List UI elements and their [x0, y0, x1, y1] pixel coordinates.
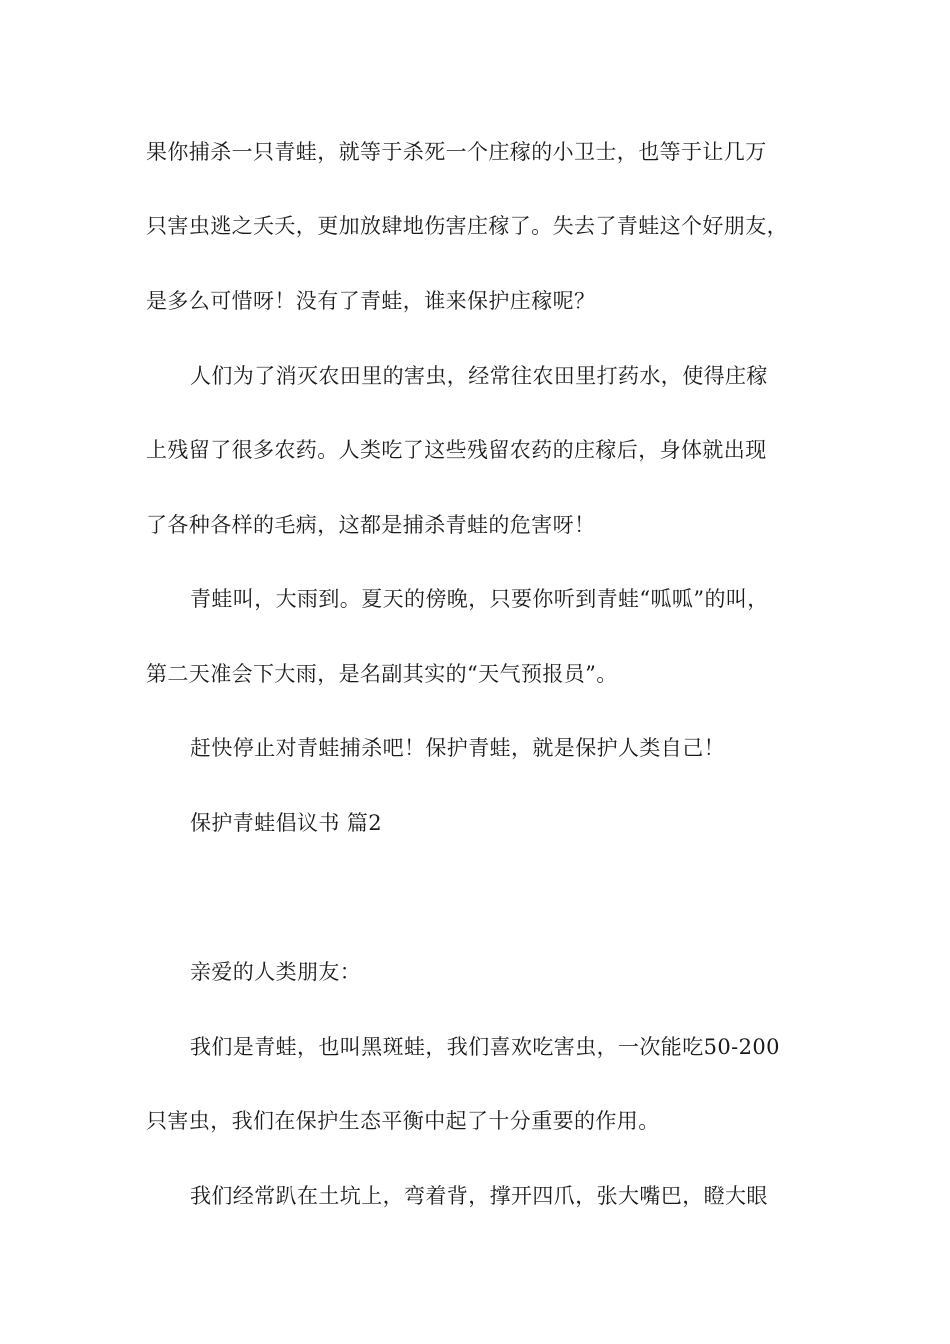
section-heading: 保护青蛙倡议书 篇2 [190, 811, 383, 835]
paragraph-line: 果你捕杀一只青蛙，就等于杀死一个庄稼的小卫士，也等于让几万 [146, 140, 767, 164]
salutation-line: 亲爱的人类朋友： [190, 960, 362, 984]
paragraph-line: 我们经常趴在土坑上，弯着背，撑开四爪，张大嘴巴，瞪大眼 [190, 1184, 768, 1208]
paragraph-line: 人们为了消灭农田里的害虫，经常往农田里打药水，使得庄稼 [190, 364, 768, 388]
paragraph-line: 只害虫逃之夭夭，更加放肆地伤害庄稼了。失去了青蛙这个好朋友， [146, 214, 788, 238]
paragraph-line: 上残留了很多农药。人类吃了这些残留农药的庄稼后，身体就出现 [146, 438, 767, 462]
paragraph-line: 我们是青蛙，也叫黑斑蛙，我们喜欢吃害虫，一次能吃50-200 [190, 1035, 780, 1059]
paragraph-line: 是多么可惜呀！没有了青蛙，谁来保护庄稼呢？ [146, 289, 596, 313]
paragraph-line: 第二天准会下大雨，是名副其实的“天气预报员”。 [146, 662, 618, 686]
paragraph-line: 青蛙叫，大雨到。夏天的傍晚，只要你听到青蛙“呱呱”的叫， [190, 587, 769, 611]
paragraph-line: 了各种各样的毛病，这都是捕杀青蛙的危害呀！ [146, 513, 596, 537]
paragraph-line: 只害虫，我们在保护生态平衡中起了十分重要的作用。 [146, 1109, 660, 1133]
paragraph-line: 赶快停止对青蛙捕杀吧！保护青蛙，就是保护人类自己！ [190, 736, 725, 760]
